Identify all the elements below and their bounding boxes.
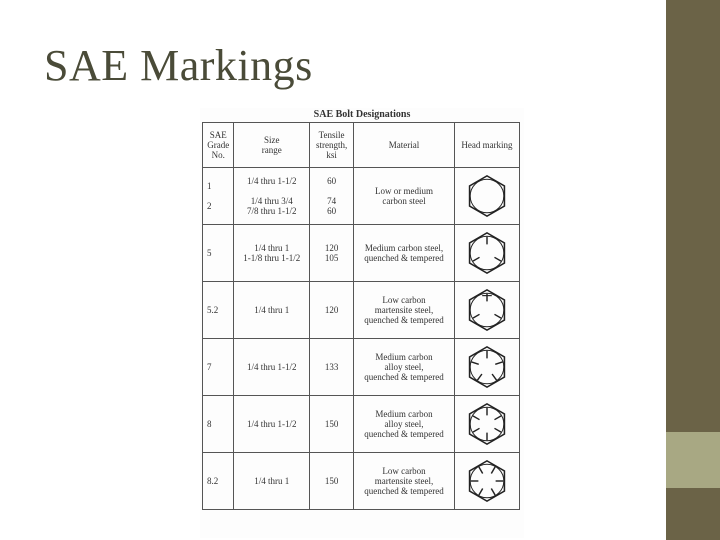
header-grade: SAE Grade No.: [203, 123, 234, 168]
sae-bolt-figure: [200, 108, 524, 538]
material-cell: Low carbon martensite steel, quenched & tempered: [354, 282, 455, 339]
material-cell: Medium carbon steel, quenched & tempered: [354, 225, 455, 282]
table-row: [203, 282, 520, 339]
header-tensile: Tensile strength, ksi: [310, 123, 354, 168]
grade-cell: 8: [203, 396, 234, 453]
header-size: Size range: [234, 123, 310, 168]
header-material: Material: [354, 123, 455, 168]
table-row: [203, 225, 520, 282]
tensile-cell: 150: [310, 396, 354, 453]
table-row: [203, 453, 520, 510]
grade-cell: 1 2: [203, 168, 234, 225]
size-cell: 1/4 thru 1-1/2: [234, 339, 310, 396]
head-marking-cell: [454, 168, 519, 225]
material-cell: Low or medium carbon steel: [354, 168, 455, 225]
bolt-designation-table: [202, 122, 520, 510]
size-cell: 1/4 thru 1-1/2 1/4 thru 3/4 7/8 thru 1-1/2: [234, 168, 310, 225]
size-cell: 1/4 thru 1 1-1/8 thru 1-1/2: [234, 225, 310, 282]
head-marking-cell: [454, 225, 519, 282]
slide-title: SAE Markings: [44, 41, 313, 90]
size-cell: 1/4 thru 1-1/2: [234, 396, 310, 453]
table-row: [203, 339, 520, 396]
grade-cell: 5: [203, 225, 234, 282]
hex-six-radial-lines-icon: [464, 401, 510, 447]
head-marking-cell: [454, 339, 519, 396]
hex-three-radial-lines-icon: [464, 230, 510, 276]
hex-three-lines-variant-icon: [464, 287, 510, 333]
tensile-cell: 60 74 60: [310, 168, 354, 225]
tensile-cell: 150: [310, 453, 354, 510]
table-header-row: [203, 123, 520, 168]
figure-title: SAE Bolt Designations: [313, 109, 411, 120]
table-row: [203, 168, 520, 225]
table-row: [203, 396, 520, 453]
grade-cell: 5.2: [203, 282, 234, 339]
head-marking-cell: [454, 396, 519, 453]
hex-six-sunburst-lines-icon: [464, 458, 510, 504]
tensile-cell: 120: [310, 282, 354, 339]
material-cell: Medium carbon alloy steel, quenched & tempered: [354, 339, 455, 396]
hex-five-radial-lines-icon: [464, 344, 510, 390]
size-cell: 1/4 thru 1: [234, 453, 310, 510]
header-head-marking: Head marking: [454, 123, 519, 168]
grade-cell: 8.2: [203, 453, 234, 510]
head-marking-cell: [454, 282, 519, 339]
head-marking-cell: [454, 453, 519, 510]
tensile-cell: 120 105: [310, 225, 354, 282]
material-cell: Medium carbon alloy steel, quenched & tempered: [354, 396, 455, 453]
plain-hex-icon: [464, 173, 510, 219]
decorative-sidebar-accent: [666, 432, 720, 488]
material-cell: Low carbon martensite steel, quenched & tempered: [354, 453, 455, 510]
size-cell: 1/4 thru 1: [234, 282, 310, 339]
tensile-cell: 133: [310, 339, 354, 396]
grade-cell: 7: [203, 339, 234, 396]
